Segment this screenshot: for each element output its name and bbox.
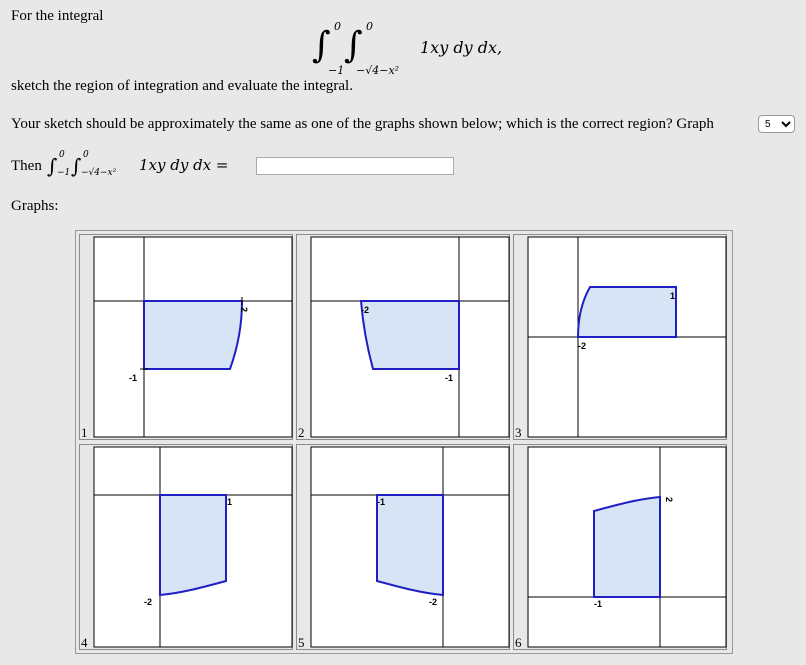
graph-2-number: 2 — [298, 425, 305, 440]
then-outer-integral-sign: ∫ — [47, 154, 58, 178]
graph-1-number: 1 — [81, 425, 88, 440]
integrand: 1xy dy dx, — [420, 38, 503, 57]
then-inner-lower: −√4−x² — [81, 168, 117, 178]
intro-text: For the integral — [11, 8, 104, 24]
graph-3-number: 3 — [515, 425, 522, 440]
graph-6-number: 6 — [515, 635, 522, 650]
then-outer-upper: 0 — [59, 150, 65, 160]
graph-2-tick-y: -1 — [445, 373, 454, 383]
graph-4-tick-y: -2 — [144, 597, 153, 607]
graph-4-number: 4 — [81, 635, 88, 650]
inner-upper-limit: 0 — [366, 20, 373, 33]
graph-cell-2[interactable] — [296, 234, 510, 440]
graph-1-tick-y: -1 — [129, 373, 138, 383]
graph-cell-1[interactable] — [79, 234, 293, 440]
graph-cell-3[interactable] — [513, 234, 727, 440]
then-label: Then — [11, 158, 42, 174]
graph-cell-5[interactable] — [296, 444, 510, 650]
inner-integral-sign: ∫ — [344, 25, 363, 66]
graph-5-tick-y: -2 — [429, 597, 438, 607]
outer-integral-sign: ∫ — [312, 25, 331, 66]
outer-upper-limit: 0 — [334, 20, 341, 33]
inner-lower-limit: −√4−x² — [356, 64, 400, 77]
graph-1-tick-x: 2 — [239, 307, 249, 313]
then-outer-lower: −1 — [57, 168, 71, 178]
then-integrand: 1xy dy dx = — [139, 156, 229, 174]
graph-4-plot — [80, 445, 294, 651]
graph-1-plot — [80, 235, 294, 441]
outer-lower-limit: −1 — [328, 64, 345, 77]
graph-cell-6[interactable] — [513, 444, 727, 650]
graph-6-tick-x: 2 — [664, 497, 674, 503]
then-inner-upper: 0 — [83, 150, 89, 160]
graph-3-plot — [514, 235, 728, 441]
graph-3-tick-x: 1 — [670, 291, 676, 301]
graph-2-plot — [297, 235, 511, 441]
graph-3-tick-y: -2 — [578, 341, 587, 351]
sketch-instruction: sketch the region of integration and evaluate the integral. — [11, 78, 353, 94]
question-text: Your sketch should be approximately the same as one of the graphs shown below; which is the correct region? Graph — [11, 116, 714, 132]
graph-4-tick-x: 1 — [227, 497, 233, 507]
graph-5-tick-x: -1 — [377, 497, 386, 507]
graph-2-tick-x: -2 — [361, 305, 370, 315]
graph-cell-4[interactable] — [79, 444, 293, 650]
graph-6-tick-y: -1 — [594, 599, 603, 609]
graphs-label: Graphs: — [11, 198, 59, 214]
graphs-table — [75, 230, 733, 654]
then-inner-integral-sign: ∫ — [71, 154, 82, 178]
graph-6-plot — [514, 445, 728, 651]
display-integral — [310, 20, 510, 80]
then-line — [11, 152, 261, 180]
graph-5-plot — [297, 445, 511, 651]
graph-5-number: 5 — [298, 635, 305, 650]
graph-select[interactable] — [758, 115, 795, 133]
answer-input[interactable] — [256, 157, 454, 175]
